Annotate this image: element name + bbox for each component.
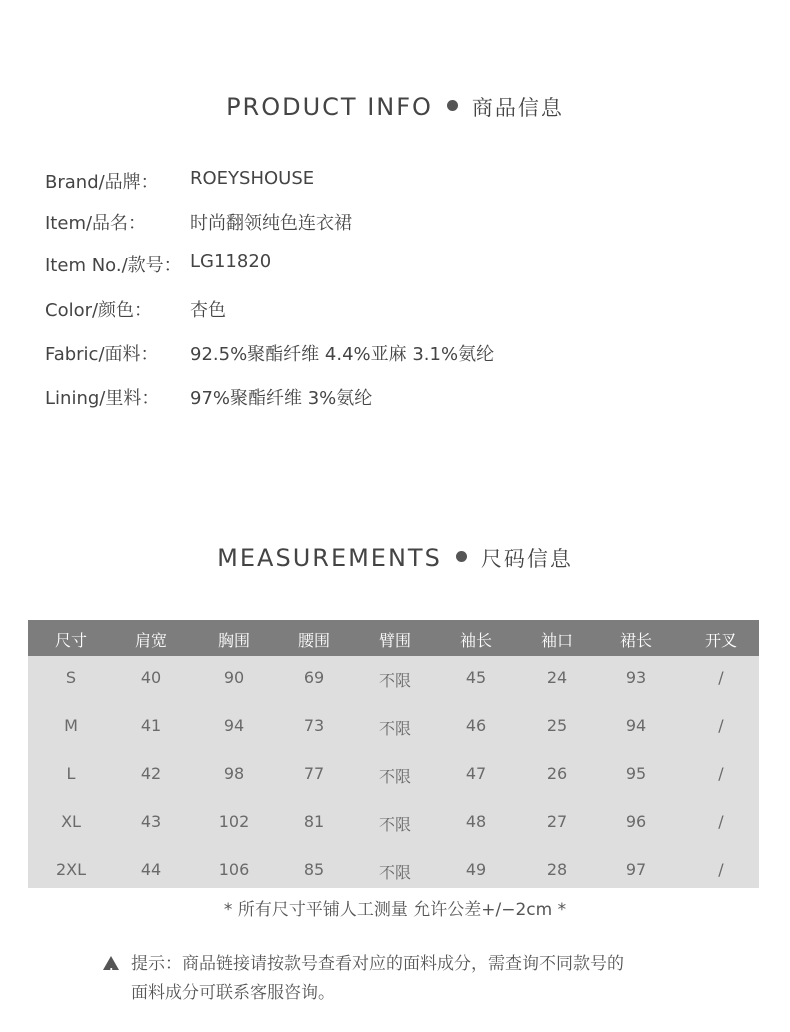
size-table bbox=[28, 620, 759, 888]
table-cell-slit: / bbox=[718, 812, 724, 831]
table-cell-sleeve-length: 45 bbox=[465, 668, 487, 687]
table-cell-waist: 69 bbox=[303, 668, 325, 687]
tip-line-2: 面料成分可联系客服咨询。 bbox=[131, 983, 335, 1003]
column-header-size: 尺寸 bbox=[54, 631, 87, 650]
info-label-item-no: Item No./款号： bbox=[45, 255, 182, 276]
table-cell-arm: 不限 bbox=[378, 671, 411, 690]
column-header-dress-length: 裙长 bbox=[619, 631, 652, 650]
table-cell-dress-length: 93 bbox=[625, 668, 647, 687]
table-cell-sleeve-length: 47 bbox=[465, 764, 487, 783]
info-value-item-no: LG11820 bbox=[190, 251, 272, 272]
measurement-note: * 所有尺寸平铺人工测量 允许公差+/−2cm * bbox=[223, 900, 567, 920]
table-cell-waist: 73 bbox=[303, 716, 325, 735]
table-cell-waist: 85 bbox=[303, 860, 325, 879]
bullet-dot-icon bbox=[456, 551, 467, 562]
warning-icon bbox=[103, 956, 119, 970]
table-cell-arm: 不限 bbox=[378, 719, 411, 738]
table-cell-cuff: 25 bbox=[546, 716, 568, 735]
product-info-title bbox=[0, 92, 790, 122]
column-header-waist: 腰围 bbox=[297, 631, 330, 650]
bullet-dot-icon bbox=[447, 100, 458, 111]
table-cell-slit: / bbox=[718, 668, 724, 687]
tip-line-1: 提示：商品链接请按款号查看对应的面料成分，需查询不同款号的 bbox=[131, 954, 624, 974]
table-cell-sleeve-length: 49 bbox=[465, 860, 487, 879]
column-header-sleeve-length: 袖长 bbox=[459, 631, 492, 650]
table-cell-bust: 102 bbox=[218, 812, 250, 831]
table-cell-shoulder: 42 bbox=[140, 764, 162, 783]
table-cell-dress-length: 94 bbox=[625, 716, 647, 735]
product-info-title-en: PRODUCT INFO bbox=[226, 93, 433, 121]
column-header-shoulder: 肩宽 bbox=[134, 631, 167, 650]
info-label-fabric: Fabric/面料： bbox=[45, 344, 159, 365]
table-cell-size: S bbox=[65, 668, 77, 687]
table-cell-size: XL bbox=[61, 812, 81, 831]
table-cell-slit: / bbox=[718, 716, 724, 735]
table-cell-arm: 不限 bbox=[378, 863, 411, 882]
table-cell-size: L bbox=[66, 764, 76, 783]
table-cell-arm: 不限 bbox=[378, 815, 411, 834]
info-value-brand: ROEYSHOUSE bbox=[190, 168, 315, 189]
info-value-color: 杏色 bbox=[190, 300, 226, 321]
tip-notice bbox=[103, 950, 723, 1008]
table-cell-slit: / bbox=[718, 860, 724, 879]
table-cell-bust: 90 bbox=[223, 668, 245, 687]
table-cell-waist: 81 bbox=[303, 812, 325, 831]
info-value-lining: 97%聚酯纤维 3%氨纶 bbox=[190, 388, 373, 409]
table-cell-size: 2XL bbox=[55, 860, 87, 879]
table-cell-slit: / bbox=[718, 764, 724, 783]
info-value-fabric: 92.5%聚酯纤维 4.4%亚麻 3.1%氨纶 bbox=[190, 344, 495, 365]
table-cell-sleeve-length: 48 bbox=[465, 812, 487, 831]
table-cell-shoulder: 44 bbox=[140, 860, 162, 879]
table-cell-shoulder: 41 bbox=[140, 716, 162, 735]
table-cell-bust: 94 bbox=[223, 716, 245, 735]
column-header-arm: 臂围 bbox=[378, 631, 411, 650]
column-header-slit: 开叉 bbox=[704, 631, 737, 650]
table-cell-shoulder: 40 bbox=[140, 668, 162, 687]
table-cell-dress-length: 96 bbox=[625, 812, 647, 831]
table-cell-cuff: 24 bbox=[546, 668, 568, 687]
column-header-cuff: 袖口 bbox=[540, 631, 573, 650]
info-label-brand: Brand/品牌： bbox=[45, 172, 159, 193]
table-cell-sleeve-length: 46 bbox=[465, 716, 487, 735]
product-info-title-cn: 商品信息 bbox=[471, 96, 564, 120]
table-cell-dress-length: 95 bbox=[625, 764, 647, 783]
info-value-item: 时尚翻领纯色连衣裙 bbox=[190, 213, 352, 234]
table-cell-cuff: 26 bbox=[546, 764, 568, 783]
table-cell-cuff: 28 bbox=[546, 860, 568, 879]
table-cell-bust: 98 bbox=[223, 764, 245, 783]
measurements-title-en: MEASUREMENTS bbox=[217, 544, 442, 572]
info-label-color: Color/颜色： bbox=[45, 300, 153, 321]
table-cell-dress-length: 97 bbox=[625, 860, 647, 879]
table-cell-shoulder: 43 bbox=[140, 812, 162, 831]
measurements-title bbox=[0, 543, 790, 573]
column-header-bust: 胸围 bbox=[217, 631, 250, 650]
info-label-item: Item/品名： bbox=[45, 213, 147, 234]
measurements-title-cn: 尺码信息 bbox=[480, 547, 573, 571]
table-cell-arm: 不限 bbox=[378, 767, 411, 786]
size-table-header bbox=[28, 620, 759, 656]
table-cell-bust: 106 bbox=[218, 860, 250, 879]
table-cell-size: M bbox=[64, 716, 78, 735]
info-label-lining: Lining/里料： bbox=[45, 388, 160, 409]
table-cell-cuff: 27 bbox=[546, 812, 568, 831]
table-cell-waist: 77 bbox=[303, 764, 325, 783]
